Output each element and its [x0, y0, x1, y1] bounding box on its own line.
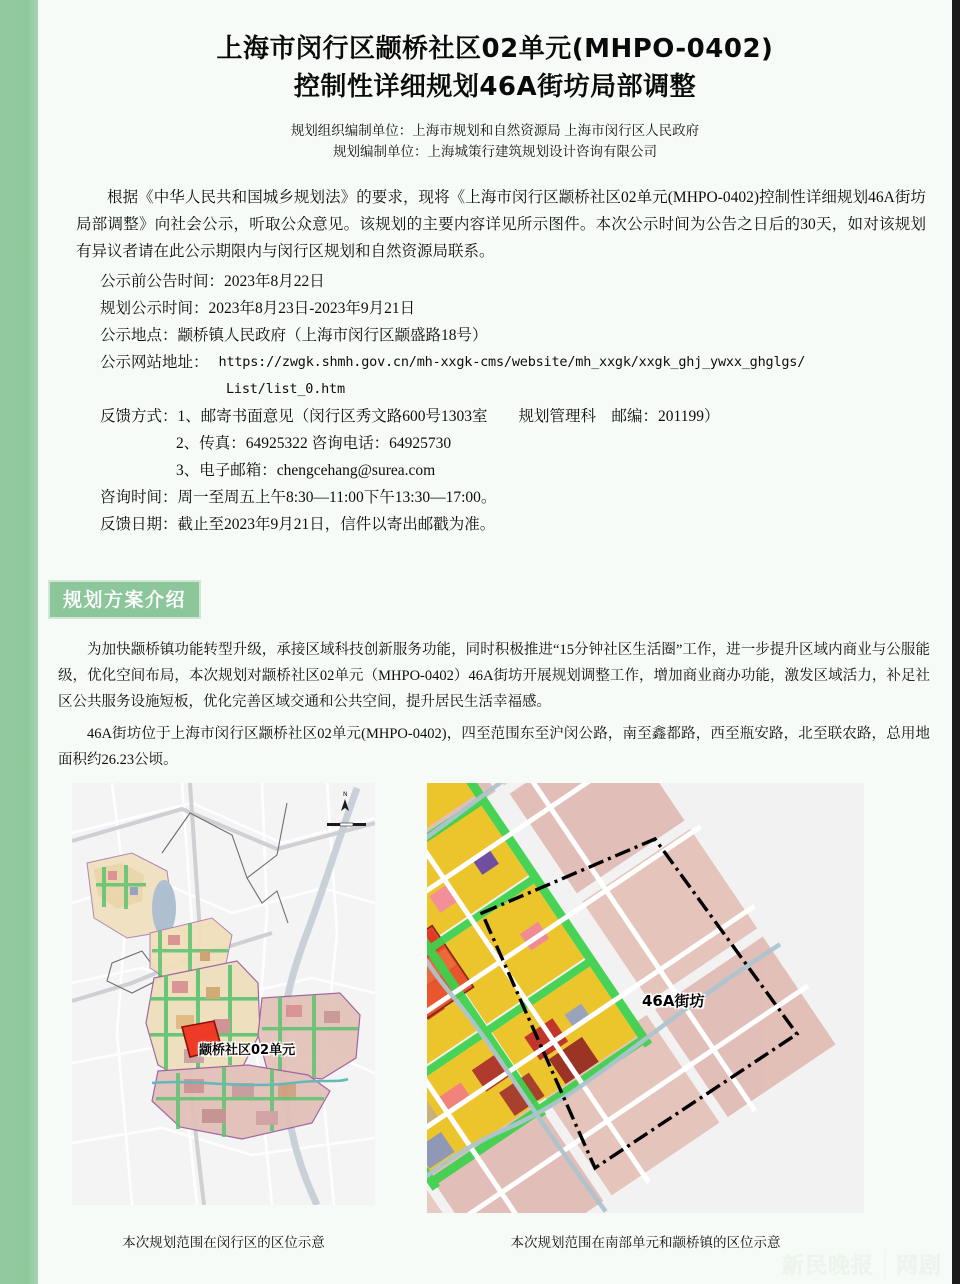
publicity-period-value: 2023年8月23日-2023年9月21日 [208, 300, 416, 317]
minhang-district-map-image [72, 783, 375, 1205]
watermark [782, 1249, 942, 1280]
figure-minhang-location-map [72, 783, 375, 1205]
document-title-block [38, 0, 952, 162]
pre-announcement-date-value: 2023年8月22日 [224, 273, 325, 290]
website-address-label: 公示网站地址： [100, 354, 209, 371]
page-title-line-2: 控制性详细规划46A街坊局部调整 [293, 72, 697, 102]
figure-row [38, 783, 952, 1213]
public-notice-section [76, 184, 926, 538]
caption-minhang-location: 本次规划范围在闵行区的区位示意 [122, 1235, 325, 1250]
consultation-hours-row: 咨询时间：周一至周五上午8:30—11:00下午13:30—17:00。 [100, 489, 497, 506]
website-url-line-2[interactable]: List/list_0.htm [226, 381, 345, 397]
pre-announcement-date-label: 公示前公告时间： [100, 273, 225, 290]
publicity-location-value: 颛桥镇人民政府（上海市闵行区颛盛路18号） [177, 327, 488, 344]
caption-zoning-location: 本次规划范围在南部单元和颛桥镇的区位示意 [510, 1235, 781, 1250]
watermark-divider [884, 1250, 886, 1280]
minhang-map-svg [72, 783, 375, 1205]
organizing-unit-text: 规划组织编制单位：上海市规划和自然资源局 上海市闵行区人民政府 [290, 123, 700, 138]
feedback-method-item-2: 2、传真：64925322 咨询电话：64925730 [176, 435, 452, 452]
watermark-text-right: 网剧 [895, 1254, 942, 1279]
notice-detail-list [76, 268, 926, 538]
website-address-row [100, 349, 926, 376]
publicity-period-row [100, 295, 926, 322]
page-content [38, 0, 952, 1284]
section-header [48, 580, 201, 619]
section-badge-planning-intro: 规划方案介绍 [48, 580, 201, 619]
publicity-location-row [100, 322, 926, 349]
feedback-method-item-3: 3、电子邮箱：chengcehang@surea.com [176, 462, 436, 479]
right-dark-edge [952, 0, 960, 1284]
feedback-method-label: 反馈方式： [100, 408, 178, 425]
svg-text:N: N [343, 791, 348, 798]
publicity-location-label: 公示地点： [100, 327, 178, 344]
map-label-zhuanqiao-unit: 颛桥社区02单元 [199, 1043, 296, 1058]
feedback-method-item-1: 1、邮寄书面意见（闵行区秀文路600号1303室 规划管理科 邮编：201199） [177, 408, 720, 425]
planning-intro-paragraph-2: 46A街坊位于上海市闵行区颛桥社区02单元(MHPO-0402)，四至范围东至沪闵公路，南至鑫都路，西至瓶安路，北至联农路，总用地面积约26.23公顷。 [58, 726, 930, 768]
planning-intro-body [58, 637, 930, 773]
feedback-deadline-row: 反馈日期：截止至2023年9月21日，信件以寄出邮戳为准。 [100, 516, 496, 533]
pre-announcement-date-row [100, 268, 926, 295]
figure-captions-row [38, 1213, 952, 1251]
map-label-block-46a: 46A街坊 [642, 992, 705, 1010]
preparing-unit-text: 规划编制单位：上海城策行建筑规划设计咨询有限公司 [333, 144, 657, 159]
figures-section [38, 783, 952, 1251]
notice-paragraph: 根据《中华人民共和国城乡规划法》的要求，现将《上海市闵行区颛桥社区02单元(MHPO-0402)控制性详细规划46A街坊局部调整》向社会公示，听取公众意见。该规划的主要内容详见所示图件。本次公示时间为公告之日后的30天，如对该规划有异议者请在此公示期限内与闵行区规划和自然资源局联系。 [76, 189, 926, 260]
figure-zoning-plan-map [427, 783, 864, 1213]
publicity-period-label: 规划公示时间： [100, 300, 209, 317]
planning-intro-paragraph-1: 为加快颛桥镇功能转型升级，承接区域科技创新服务功能，同时积极推进“15分钟社区生活圈”工作，进一步提升区域内商业与公服能级，优化空间布局，本次规划对颛桥社区02单元（MHPO-0402）46A街坊开展规划调整工作，增加商业商办功能，激发区域活力，补足社区公共服务设施短板，优化完善区域交通和公共空间，提升居民生活幸福感。 [58, 642, 930, 710]
feedback-method-row [100, 403, 926, 430]
website-url-line-1[interactable]: https://zwgk.shmh.gov.cn/mh-xxgk-cms/website/mh_xxgk/xxgk_ghj_ywxx_ghglgs/ [218, 354, 806, 370]
scale-bar-icon [327, 823, 366, 826]
left-green-accent-bar [0, 0, 38, 1284]
watermark-text-left: 新民晚报 [781, 1254, 874, 1279]
page-title-line-1: 上海市闵行区颛桥社区02单元(MHPO-0402) [216, 34, 774, 64]
